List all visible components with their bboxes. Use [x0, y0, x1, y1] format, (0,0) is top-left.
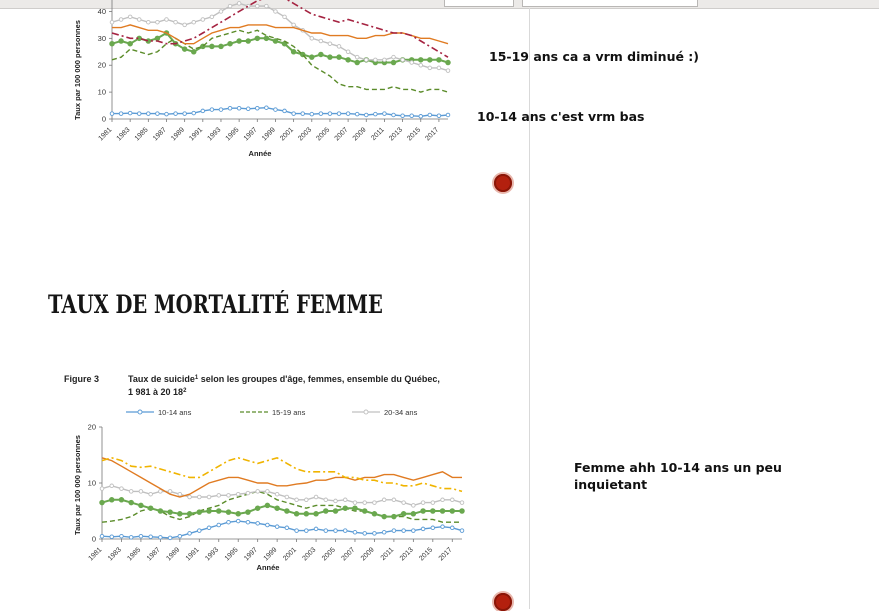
x-tick-label: 2005: [315, 126, 332, 143]
section-heading: TAUX DE MORTALITÉ FEMME: [48, 290, 383, 319]
series-3-point: [337, 45, 341, 49]
series-0-point: [274, 108, 278, 112]
series-1-point: [428, 58, 433, 63]
series-3-point: [392, 55, 396, 59]
series-3-point: [355, 55, 359, 59]
series-2-point: [275, 492, 279, 496]
series-0-point: [192, 111, 196, 115]
series-2-point: [285, 495, 289, 499]
series-3-point: [411, 512, 416, 517]
series-0-point: [374, 112, 378, 116]
x-tick-label: 2003: [301, 546, 318, 563]
series-2-point: [120, 487, 124, 491]
x-tick-label: 1995: [224, 126, 241, 143]
legend-label-1: 15-19 ans: [272, 408, 306, 417]
series-line-3: [102, 500, 462, 517]
y-tick-label: 0: [91, 534, 96, 544]
series-1-point: [128, 41, 133, 46]
series-3-point: [328, 42, 332, 46]
series-0-point: [210, 108, 214, 112]
series-3-point: [343, 506, 348, 511]
series-3-point: [255, 4, 259, 8]
chart2-ylabel: Taux par 100 000 personnes: [73, 435, 82, 535]
figure-title-line1: [128, 374, 440, 384]
series-3-point: [139, 503, 144, 508]
series-0-point: [139, 534, 143, 538]
toolbar-field-wide[interactable]: [522, 0, 698, 7]
page-divider: [529, 8, 530, 609]
x-tick-label: 1989: [165, 546, 182, 563]
series-0-point: [110, 535, 114, 539]
series-3-point: [294, 512, 299, 517]
series-2-point: [178, 492, 182, 496]
series-0-point: [382, 530, 386, 534]
series-0-point: [100, 534, 104, 538]
y-tick-label: 10: [97, 87, 106, 97]
series-0-point: [236, 519, 240, 523]
x-tick-label: 2007: [333, 126, 350, 143]
series-0-point: [174, 112, 178, 116]
series-0-point: [401, 114, 405, 118]
series-2-point: [256, 490, 260, 494]
series-0-point: [228, 106, 232, 110]
y-tick-label: 20: [87, 422, 96, 432]
series-0-point: [156, 112, 160, 116]
record-marker-2[interactable]: [494, 593, 512, 611]
toolbar-field-small[interactable]: [444, 0, 514, 7]
chart-suicide-femmes-figure3: [60, 370, 480, 580]
series-3-point: [421, 509, 426, 514]
series-1-point: [219, 44, 224, 49]
series-line-0: [112, 108, 448, 117]
series-2-point: [168, 490, 172, 494]
series-0-point: [178, 534, 182, 538]
series-3-point: [374, 58, 378, 62]
series-0-point: [319, 112, 323, 116]
series-2-point: [343, 498, 347, 502]
series-3-point: [174, 20, 178, 24]
x-tick-label: 2009: [351, 126, 368, 143]
series-3-point: [285, 509, 290, 514]
series-2-point: [149, 492, 153, 496]
x-tick-label: 1985: [126, 546, 143, 563]
series-2-point: [402, 501, 406, 505]
series-3-point: [100, 500, 105, 505]
legend-marker-2: [364, 410, 368, 414]
series-3-point: [446, 69, 450, 73]
series-0-point: [219, 108, 223, 112]
series-2-point: [441, 498, 445, 502]
series-1-point: [446, 60, 451, 65]
series-2-point: [373, 501, 377, 505]
series-3-point: [255, 506, 260, 511]
series-0-point: [383, 112, 387, 116]
series-3-point: [201, 18, 205, 22]
series-1-point: [346, 58, 351, 63]
figure-title-c: 1 981 à 20 18: [128, 387, 184, 397]
x-tick-label: 1981: [97, 126, 114, 143]
series-0-point: [441, 525, 445, 529]
note-10-14[interactable]: 10-14 ans c'est vrm bas: [477, 109, 645, 124]
series-0-point: [310, 112, 314, 116]
series-2-point: [110, 484, 114, 488]
series-1-point: [182, 47, 187, 52]
series-0-point: [128, 111, 132, 115]
note-femme[interactable]: Femme ahh 10-14 ans un peu inquietant: [574, 460, 782, 492]
series-2-point: [334, 499, 338, 503]
series-0-point: [450, 526, 454, 530]
note-15-19[interactable]: 15-19 ans ca a vrm diminué :): [489, 49, 700, 64]
series-3-point: [372, 512, 377, 517]
series-line-5: [112, 0, 448, 57]
figure-title-a: Taux de suicide: [128, 374, 195, 384]
series-3-point: [119, 498, 124, 503]
series-2-point: [314, 495, 318, 499]
chart1-ylabel: Taux par 100 000 personnes: [73, 20, 82, 120]
series-3-point: [323, 509, 328, 514]
series-1-point: [191, 49, 196, 54]
series-0-point: [165, 112, 169, 116]
series-0-point: [149, 535, 153, 539]
series-2-point: [324, 498, 328, 502]
series-0-point: [207, 526, 211, 530]
y-tick-label: 40: [97, 6, 106, 16]
series-0-point: [227, 520, 231, 524]
x-tick-label: 2001: [279, 126, 296, 143]
x-tick-label: 2011: [379, 546, 396, 563]
series-1-point: [210, 44, 215, 49]
series-3-point: [216, 509, 221, 514]
series-1-point: [119, 39, 124, 44]
x-tick-label: 2013: [398, 546, 415, 563]
series-1-point: [155, 36, 160, 41]
series-3-point: [383, 58, 387, 62]
legend-label-0: 10-14 ans: [158, 408, 192, 417]
series-0-point: [120, 534, 124, 538]
x-tick-label: 1983: [115, 126, 132, 143]
series-line-4: [102, 458, 462, 497]
series-line-0: [102, 521, 462, 538]
series-0-point: [334, 529, 338, 533]
x-tick-label: 2011: [370, 126, 386, 143]
series-0-point: [137, 112, 141, 116]
series-0-point: [363, 532, 367, 536]
x-tick-label: 1997: [242, 126, 259, 143]
series-3-point: [362, 509, 367, 514]
x-tick-label: 1985: [133, 126, 150, 143]
series-2-point: [207, 495, 211, 499]
series-0-point: [355, 112, 359, 116]
x-tick-label: 2017: [424, 126, 441, 143]
series-2-point: [460, 501, 464, 505]
series-0-point: [419, 115, 423, 119]
series-3-point: [110, 20, 114, 24]
series-3-point: [128, 15, 132, 19]
chart2-legend: [126, 408, 418, 417]
series-0-point: [295, 529, 299, 533]
series-3-point: [207, 509, 212, 514]
chart2-xlabel: Année: [256, 563, 280, 572]
series-3-point: [129, 500, 134, 505]
series-2-point: [431, 501, 435, 505]
series-2-point: [236, 492, 240, 496]
series-3-point: [265, 503, 270, 508]
series-2-point: [139, 490, 143, 494]
series-2-point: [227, 494, 231, 498]
series-2-point: [188, 495, 192, 499]
series-3-point: [165, 18, 169, 22]
y-tick-label: 30: [97, 33, 106, 43]
series-3-point: [178, 512, 183, 517]
series-0-point: [246, 107, 250, 111]
x-tick-label: 1999: [262, 546, 279, 563]
x-tick-label: 1995: [223, 546, 240, 563]
series-0-point: [305, 529, 309, 533]
series-0-point: [301, 112, 305, 116]
series-2-point: [382, 498, 386, 502]
series-0-point: [364, 113, 368, 117]
x-tick-label: 1997: [243, 546, 260, 563]
series-3-point: [274, 10, 278, 14]
series-3-point: [304, 512, 309, 517]
series-0-point: [446, 113, 450, 117]
series-3-point: [437, 66, 441, 70]
series-2-point: [295, 498, 299, 502]
series-0-point: [201, 109, 205, 113]
series-0-point: [197, 529, 201, 533]
series-2-point: [363, 501, 367, 505]
series-1-point: [255, 36, 260, 41]
figure-title-sup2: 2: [183, 388, 187, 394]
series-1-point: [291, 49, 296, 54]
series-3-point: [156, 20, 160, 24]
series-3-point: [401, 58, 405, 62]
series-3-point: [382, 514, 387, 519]
x-tick-label: 2015: [418, 546, 435, 563]
series-0-point: [373, 532, 377, 536]
series-0-point: [402, 529, 406, 533]
x-tick-label: 1987: [151, 126, 168, 143]
legend-marker-0: [138, 410, 142, 414]
series-0-point: [275, 525, 279, 529]
series-0-point: [129, 536, 133, 540]
x-tick-label: 2013: [388, 126, 405, 143]
x-tick-label: 2001: [282, 546, 299, 563]
x-tick-label: 1989: [170, 126, 187, 143]
series-2-point: [197, 495, 201, 499]
series-3-point: [450, 509, 455, 514]
series-3-point: [219, 10, 223, 14]
series-1-point: [237, 39, 242, 44]
series-0-point: [460, 529, 464, 533]
series-0-point: [110, 112, 114, 116]
series-2-point: [392, 498, 396, 502]
series-0-point: [168, 536, 172, 540]
series-0-point: [324, 529, 328, 533]
series-3-point: [310, 37, 314, 41]
x-tick-label: 1983: [106, 546, 123, 563]
series-0-point: [292, 112, 296, 116]
series-3-point: [246, 510, 251, 515]
x-tick-label: 1981: [87, 546, 104, 563]
series-1-point: [228, 41, 233, 46]
series-0-point: [412, 529, 416, 533]
series-0-point: [237, 106, 241, 110]
series-0-point: [392, 529, 396, 533]
chart1-xlabel: Année: [248, 149, 272, 158]
series-3-point: [440, 509, 445, 514]
figure-title-b: selon les groupes d'âge, femmes, ensemble du Québec,: [198, 374, 440, 384]
series-0-point: [421, 527, 425, 531]
series-0-point: [353, 530, 357, 534]
series-2-point: [305, 498, 309, 502]
series-3-point: [210, 15, 214, 19]
record-marker-1[interactable]: [494, 174, 512, 192]
series-3-point: [410, 61, 414, 65]
series-3-point: [283, 15, 287, 19]
figure-title-sup1: 1: [194, 375, 199, 381]
series-0-point: [285, 526, 289, 530]
x-tick-label: 1993: [206, 126, 223, 143]
series-2-point: [421, 501, 425, 505]
series-2-point: [353, 501, 357, 505]
series-0-point: [437, 114, 441, 118]
series-1-point: [328, 55, 333, 60]
series-0-point: [217, 523, 221, 527]
y-tick-label: 10: [87, 478, 96, 488]
series-3-point: [333, 509, 338, 514]
series-3-point: [192, 20, 196, 24]
series-3-point: [183, 23, 187, 27]
series-0-point: [337, 112, 341, 116]
series-3-point: [236, 512, 241, 517]
series-0-point: [392, 113, 396, 117]
series-3-point: [137, 18, 141, 22]
series-1-point: [110, 41, 115, 46]
series-2-point: [450, 498, 454, 502]
series-0-point: [428, 113, 432, 117]
series-3-point: [314, 512, 319, 517]
x-tick-label: 1991: [184, 546, 201, 563]
series-3-point: [353, 506, 358, 511]
series-3-point: [428, 66, 432, 70]
series-3-point: [228, 4, 232, 8]
series-1-point: [355, 60, 360, 65]
series-0-point: [256, 522, 260, 526]
series-0-point: [283, 109, 287, 113]
x-tick-label: 2007: [340, 546, 357, 563]
x-tick-label: 2015: [406, 126, 423, 143]
series-1-point: [309, 55, 314, 60]
series-0-point: [188, 532, 192, 536]
x-tick-label: 2017: [437, 546, 454, 563]
x-tick-label: 2009: [359, 546, 376, 563]
series-1-point: [264, 36, 269, 41]
series-3-point: [226, 510, 231, 515]
series-3-point: [346, 50, 350, 54]
x-tick-label: 2005: [320, 546, 337, 563]
series-1-point: [246, 39, 251, 44]
series-2-point: [217, 494, 221, 498]
series-2-point: [412, 504, 416, 508]
series-0-point: [343, 529, 347, 533]
series-0-point: [147, 112, 151, 116]
series-line-2: [102, 486, 462, 506]
series-1-point: [437, 58, 442, 63]
series-2-point: [100, 487, 104, 491]
series-0-point: [159, 536, 163, 540]
series-2-point: [246, 491, 250, 495]
series-3-point: [265, 4, 269, 8]
series-2-point: [129, 490, 133, 494]
figure-label: Figure 3: [64, 374, 100, 384]
legend-label-2: 20-34 ans: [384, 408, 418, 417]
series-0-point: [265, 106, 269, 110]
series-3-point: [187, 512, 192, 517]
series-3-point: [168, 510, 173, 515]
x-tick-label: 1987: [145, 546, 162, 563]
chart-suicide-age-groups-top: [70, 8, 450, 168]
series-0-point: [183, 112, 187, 116]
series-0-point: [246, 520, 250, 524]
series-0-point: [119, 112, 123, 116]
figure-title-line2: [128, 387, 187, 397]
series-3-point: [147, 20, 151, 24]
series-0-point: [255, 106, 259, 110]
series-3-point: [319, 39, 323, 43]
series-3-point: [431, 509, 436, 514]
series-0-point: [431, 526, 435, 530]
series-3-point: [292, 23, 296, 27]
y-tick-label: 20: [97, 60, 106, 70]
series-2-point: [266, 490, 270, 494]
series-0-point: [314, 527, 318, 531]
series-0-point: [410, 114, 414, 118]
series-1-point: [337, 55, 342, 60]
series-3-point: [197, 510, 202, 515]
series-3-point: [401, 512, 406, 517]
x-tick-label: 1999: [260, 126, 277, 143]
series-0-point: [328, 112, 332, 116]
x-tick-label: 1993: [204, 546, 221, 563]
series-3-point: [275, 506, 280, 511]
series-1-point: [391, 60, 396, 65]
x-tick-label: 1991: [188, 126, 205, 143]
series-3-point: [392, 514, 397, 519]
series-3-point: [158, 509, 163, 514]
series-3-point: [364, 58, 368, 62]
y-tick-label: 0: [101, 114, 106, 124]
series-0-point: [346, 112, 350, 116]
series-3-point: [119, 18, 123, 22]
series-2-point: [159, 490, 163, 494]
series-3-point: [109, 498, 114, 503]
series-3-point: [237, 2, 241, 6]
x-tick-label: 2003: [297, 126, 314, 143]
series-0-point: [266, 523, 270, 527]
series-3-point: [460, 509, 465, 514]
series-3-point: [419, 63, 423, 67]
series-1-point: [418, 58, 423, 63]
series-3-point: [148, 506, 153, 511]
series-1-point: [319, 52, 324, 57]
